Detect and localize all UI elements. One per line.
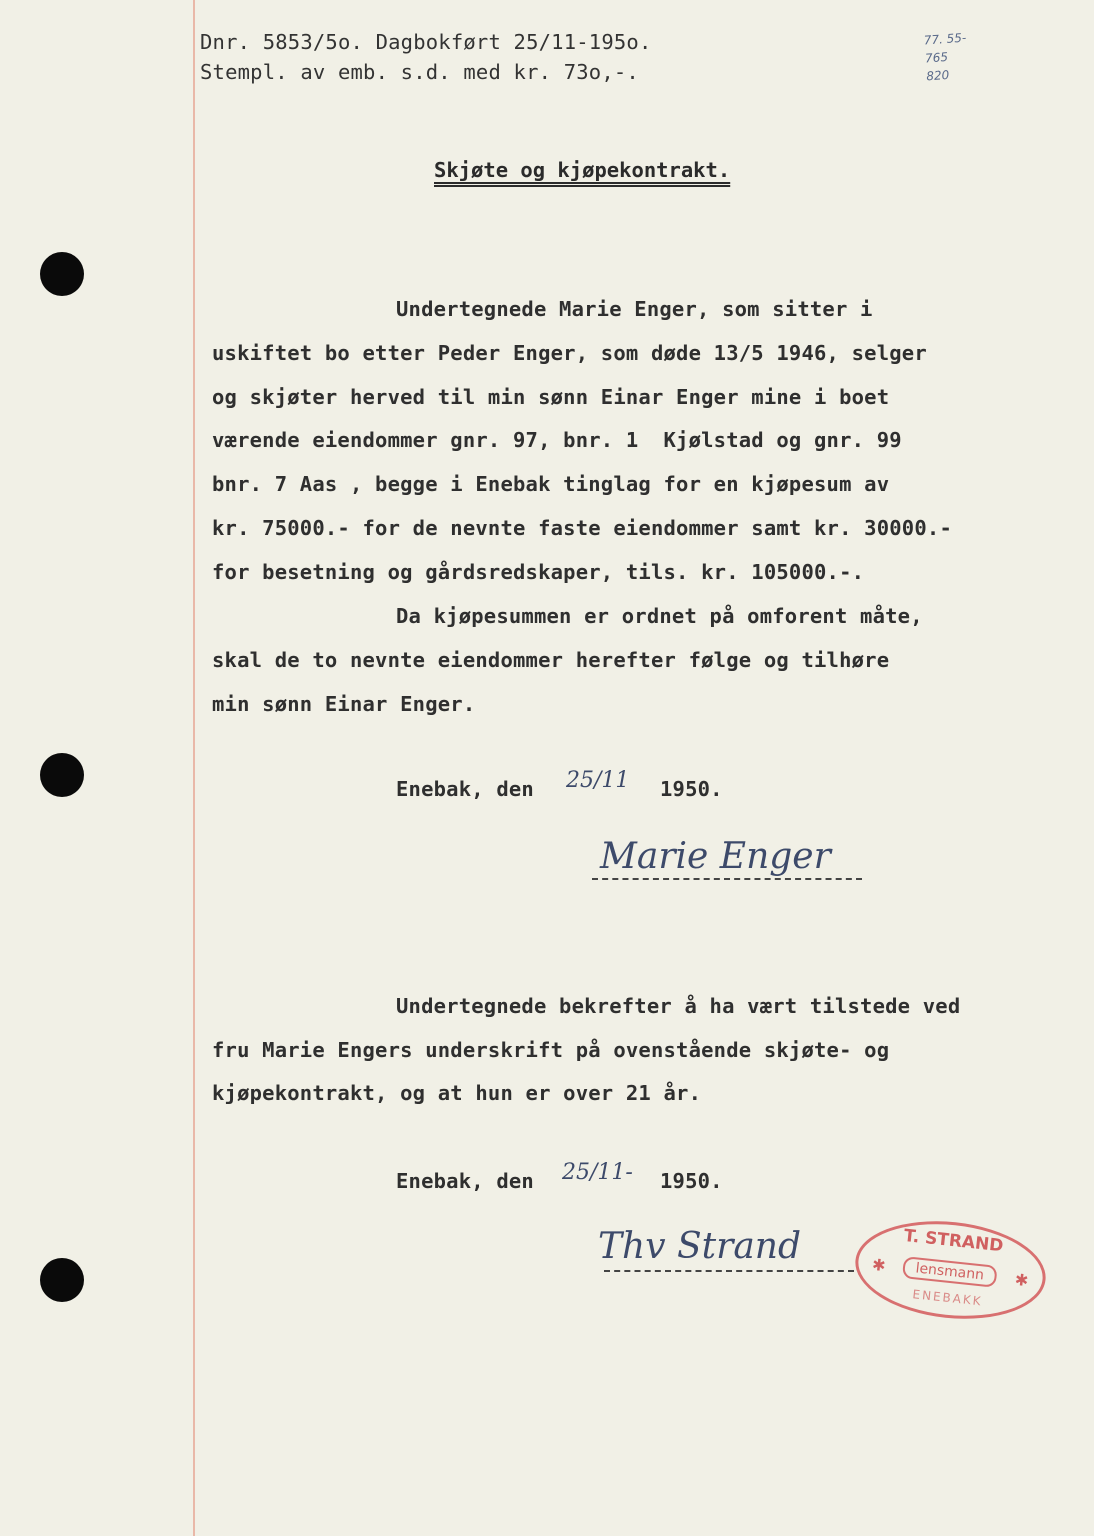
paragraph-line: kr. 75000.- for de nevnte faste eiendommer samt kr. 30000.- xyxy=(212,516,952,540)
paragraph-line: for besetning og gårdsredskaper, tils. kr. 105000.-. xyxy=(212,560,865,584)
margin-line xyxy=(193,0,195,1536)
paragraph-line: værende eiendommer gnr. 97, bnr. 1 Kjølstad og gnr. 99 xyxy=(212,428,902,452)
corner-note-line: 765 xyxy=(924,49,949,66)
corner-note-line: 820 xyxy=(925,67,950,84)
paragraph-line: Da kjøpesummen er ordnet på omforent måte, xyxy=(396,604,923,628)
signature-line xyxy=(592,878,862,880)
paragraph-line: uskiftet bo etter Peder Enger, som døde 13/5 1946, selger xyxy=(212,341,927,365)
header-line-2: Stempl. av emb. s.d. med kr. 73o,-. xyxy=(200,60,639,84)
date-place: Enebak, den xyxy=(396,1169,534,1193)
handwritten-date: 25/11 xyxy=(566,768,630,793)
corner-note-line: 77. 55- xyxy=(923,30,967,48)
handwritten-date: 25/11- xyxy=(562,1160,633,1185)
paragraph-line: Undertegnede Marie Enger, som sitter i xyxy=(396,297,873,321)
star-icon: ✱ xyxy=(1013,1269,1030,1291)
punch-hole xyxy=(40,1258,84,1302)
punch-hole xyxy=(40,252,84,296)
date-place: Enebak, den xyxy=(396,777,534,801)
signature-marie-enger: Marie Enger xyxy=(600,836,831,877)
header-line-1: Dnr. 5853/5o. Dagbokført 25/11-195o. xyxy=(200,30,652,54)
signature-strand: Thv Strand xyxy=(598,1226,802,1267)
star-icon: ✱ xyxy=(871,1254,887,1276)
paragraph-line: Undertegnede bekrefter å ha vært tilstede ved xyxy=(396,994,961,1018)
paragraph-line: kjøpekontrakt, og at hun er over 21 år. xyxy=(212,1081,702,1105)
signature-line xyxy=(604,1270,854,1272)
paragraph-line: min sønn Einar Enger. xyxy=(212,692,476,716)
stamp-title: lensmann xyxy=(902,1256,998,1288)
stamp-name: T. STRAND xyxy=(902,1225,1005,1257)
paragraph-line: fru Marie Engers underskrift på ovenstående skjøte- og xyxy=(212,1038,890,1062)
punch-hole xyxy=(40,753,84,797)
paragraph-line: bnr. 7 Aas , begge i Enebak tinglag for en kjøpesum av xyxy=(212,472,890,496)
official-stamp xyxy=(851,1212,1051,1327)
paragraph-line: og skjøter herved til min sønn Einar Enger mine i boet xyxy=(212,385,890,409)
stamp-place: ENEBAKK xyxy=(911,1287,984,1309)
corner-note xyxy=(923,29,969,86)
date-year: 1950. xyxy=(660,777,723,801)
document-title: Skjøte og kjøpekontrakt. xyxy=(434,158,731,182)
date-year: 1950. xyxy=(660,1169,723,1193)
paragraph-line: skal de to nevnte eiendommer herefter følge og tilhøre xyxy=(212,648,890,672)
